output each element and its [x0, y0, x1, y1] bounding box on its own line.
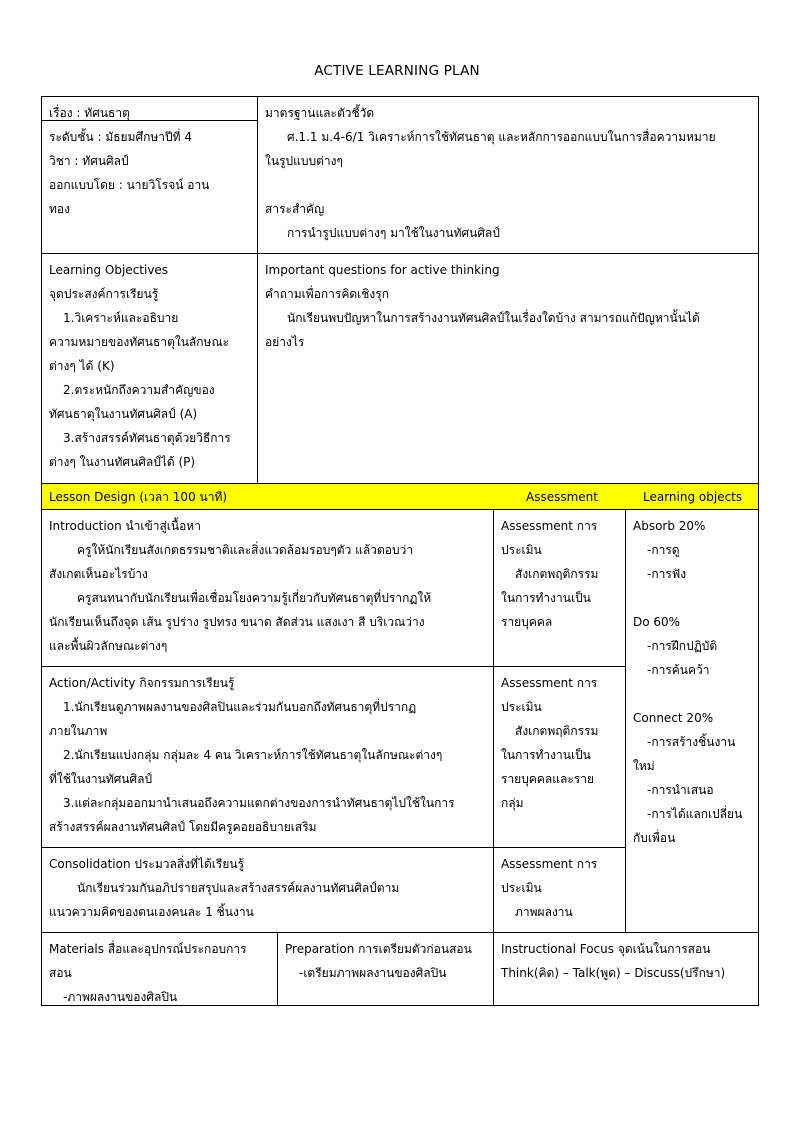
activity-heading: Action/Activity กิจกรรมการเรียนรู้ [49, 676, 235, 690]
preparation-heading: Preparation การเตรียมตัวก่อนสอน [285, 942, 472, 956]
focus-text: Think(คิด) – Talk(พูด) – Discuss(ปรึกษา) [501, 966, 726, 980]
assess-line: ในการทำงานเป็น [501, 591, 591, 605]
consolidation-line: แนวความคิดของตนเองคนละ 1 ชิ้นงาน [49, 905, 254, 919]
do-label: Do 60% [633, 615, 681, 629]
assess-line: ภาพผลงาน [515, 905, 573, 919]
preparation-cell [277, 932, 494, 1006]
materials-heading-cont: สอน [49, 966, 72, 980]
consolidation-assessment-cell [493, 847, 626, 933]
connect-item: -การนำเสนอ [647, 783, 714, 797]
standards-heading: มาตรฐานและตัวชี้วัด [265, 106, 375, 120]
objective-line: ต่างๆ ในงานทัศนศิลป์ได้ (P) [49, 455, 196, 469]
question-line: นักเรียนพบปัญหาในการสร้างงานทัศนศิลป์ในเรื่องใดบ้าง สามารถแก้ปัญหานั้นได้ [287, 311, 700, 325]
materials-item: -ภาพผลงานของศิลปิน [63, 990, 178, 1004]
activity-assessment-cell [493, 666, 626, 848]
objectives-cell [41, 253, 258, 484]
learning-objects-cell [625, 509, 759, 933]
questions-heading-en: Important questions for active thinking [265, 263, 500, 277]
assess-line: รายบุคคลและราย [501, 772, 594, 786]
focus-heading: Instructional Focus จุดเน้นในการสอน [501, 942, 711, 956]
assess-line: ประเมิน [501, 543, 542, 557]
assess-line: รายบุคคล [501, 615, 553, 629]
activity-line: 1.นักเรียนดูภาพผลงานของศิลปินและร่วมกันบอกถึงทัศนธาตุที่ปรากฏ [63, 700, 417, 714]
absorb-label: Absorb 20% [633, 519, 706, 533]
activity-line: 3.แต่ละกลุ่มออกมานำเสนอถึงความแตกต่างของการนำทัศนธาตุไปใช้ในการ [63, 796, 455, 810]
consolidation-line: นักเรียนร่วมกันอภิปรายสรุปและสร้างสรรค์ผลงานทัศนศิลป์ตาม [77, 881, 400, 895]
assessment-label: Assessment [526, 490, 598, 504]
objective-line: ต่างๆ ได้ (K) [49, 359, 115, 373]
objective-line: 3.สร้างสรรค์ทัศนธาตุด้วยวิธีการ [63, 431, 231, 445]
focus-cell [493, 932, 759, 1006]
intro-line: นักเรียนเห็นถึงจุด เส้น รูปร่าง รูปทรง ขนาด สัดส่วน แสงเงา สี บริเวณว่าง [49, 615, 425, 629]
activity-line: ที่ใช้ในงานทัศนศิลป์ [49, 772, 153, 786]
connect-label: Connect 20% [633, 711, 714, 725]
assess-line: Assessment การ [501, 857, 598, 871]
consolidation-cell [41, 847, 494, 933]
lesson-design-header [41, 483, 759, 510]
lesson-design-label: Lesson Design (เวลา 100 นาที) [49, 490, 228, 504]
assess-line: Assessment การ [501, 519, 598, 533]
objective-line: ความหมายของทัศนธาตุในลักษณะ [49, 335, 230, 349]
do-item: -การฝึกปฏิบัติ [647, 639, 718, 653]
connect-item: -การได้แลกเปลี่ยน [647, 807, 743, 821]
assess-line: สังเกตพฤติกรรม [515, 567, 599, 581]
intro-line: และพื้นผิวลักษณะต่างๆ [49, 639, 168, 653]
objectives-heading-th: จุดประสงค์การเรียนรู้ [49, 287, 159, 301]
level-text: ระดับชั้น : มัธยมศึกษาปีที่ 4 [49, 130, 193, 144]
learning-objects-label: Learning objects [643, 490, 743, 504]
questions-cell [257, 253, 759, 484]
essence-heading: สาระสำคัญ [265, 202, 325, 216]
assess-line: สังเกตพฤติกรรม [515, 724, 599, 738]
essence-text: การนำรูปแบบต่างๆ มาใช้ในงานทัศนศิลป์ [287, 226, 500, 240]
materials-heading: Materials สื่อและอุปกรณ์ประกอบการ [49, 942, 247, 956]
do-item: -การค้นคว้า [647, 663, 710, 677]
activity-line: ภายในภาพ [49, 724, 108, 738]
subject-text: วิชา : ทัศนศิลป์ [49, 154, 129, 168]
materials-cell [41, 932, 278, 1006]
connect-item: ใหม่ [633, 759, 655, 773]
activity-cell [41, 666, 494, 848]
connect-item: กับเพื่อน [633, 831, 676, 845]
assess-line: ในการทำงานเป็น [501, 748, 591, 762]
objective-line: 2.ตระหนักถึงความสำคัญของ [63, 383, 215, 397]
absorb-item: -การดู [647, 543, 680, 557]
assess-line: Assessment การ [501, 676, 598, 690]
topic-text: เรื่อง : ทัศนธาตุ [49, 106, 130, 120]
preparation-item: -เตรียมภาพผลงานของศิลปิน [299, 966, 447, 980]
intro-line: ครูสนทนากับนักเรียนเพื่อเชื่อมโยงความรู้เกี่ยวกับทัศนธาตุที่ปรากฏให้ [77, 591, 432, 605]
introduction-cell [41, 509, 494, 667]
standards-cell [257, 96, 759, 254]
assess-line: ประเมิน [501, 700, 542, 714]
activity-line: 2.นักเรียนแบ่งกลุ่ม กลุ่มละ 4 คน วิเคราะห์การใช้ทัศนธาตุในลักษณะต่างๆ [63, 748, 443, 762]
question-line-cont: อย่างไร [265, 335, 305, 349]
page-title: ACTIVE LEARNING PLAN [314, 63, 480, 79]
intro-assessment-cell [493, 509, 626, 667]
intro-heading: Introduction นำเข้าสู่เนื้อหา [49, 519, 201, 533]
assess-line: ประเมิน [501, 881, 542, 895]
objective-line: ทัศนธาตุในงานทัศนศิลป์ (A) [49, 407, 198, 421]
absorb-item: -การฟัง [647, 567, 687, 581]
topic-divider [41, 120, 258, 121]
objectives-heading-en: Learning Objectives [49, 263, 169, 277]
questions-heading-th: คำถามเพื่อการคิดเชิงรุก [265, 287, 389, 301]
connect-item: -การสร้างชิ้นงาน [647, 735, 736, 749]
designer-text-cont: ทอง [49, 202, 70, 216]
intro-line: สังเกตเห็นอะไรบ้าง [49, 567, 148, 581]
objective-line: 1.วิเคราะห์และอธิบาย [63, 311, 179, 325]
assess-line: กลุ่ม [501, 796, 524, 810]
intro-line: ครูให้นักเรียนสังเกตธรรมชาติและสิ่งแวดล้อมรอบๆตัว แล้วตอบว่า [77, 543, 414, 557]
standards-line: ศ.1.1 ม.4-6/1 วิเคราะห์การใช้ทัศนธาตุ และหลักการออกแบบในการสื่อความหมาย [287, 130, 716, 144]
designer-text: ออกแบบโดย : นายวิโรจน์ อาน [49, 178, 210, 192]
consolidation-heading: Consolidation ประมวลสิ่งที่ได้เรียนรู้ [49, 857, 245, 871]
standards-line-cont: ในรูปแบบต่างๆ [265, 154, 343, 168]
activity-line: สร้างสรรค์ผลงานทัศนศิลป์ โดยมีครูคอยอธิบายเสริม [49, 820, 317, 834]
